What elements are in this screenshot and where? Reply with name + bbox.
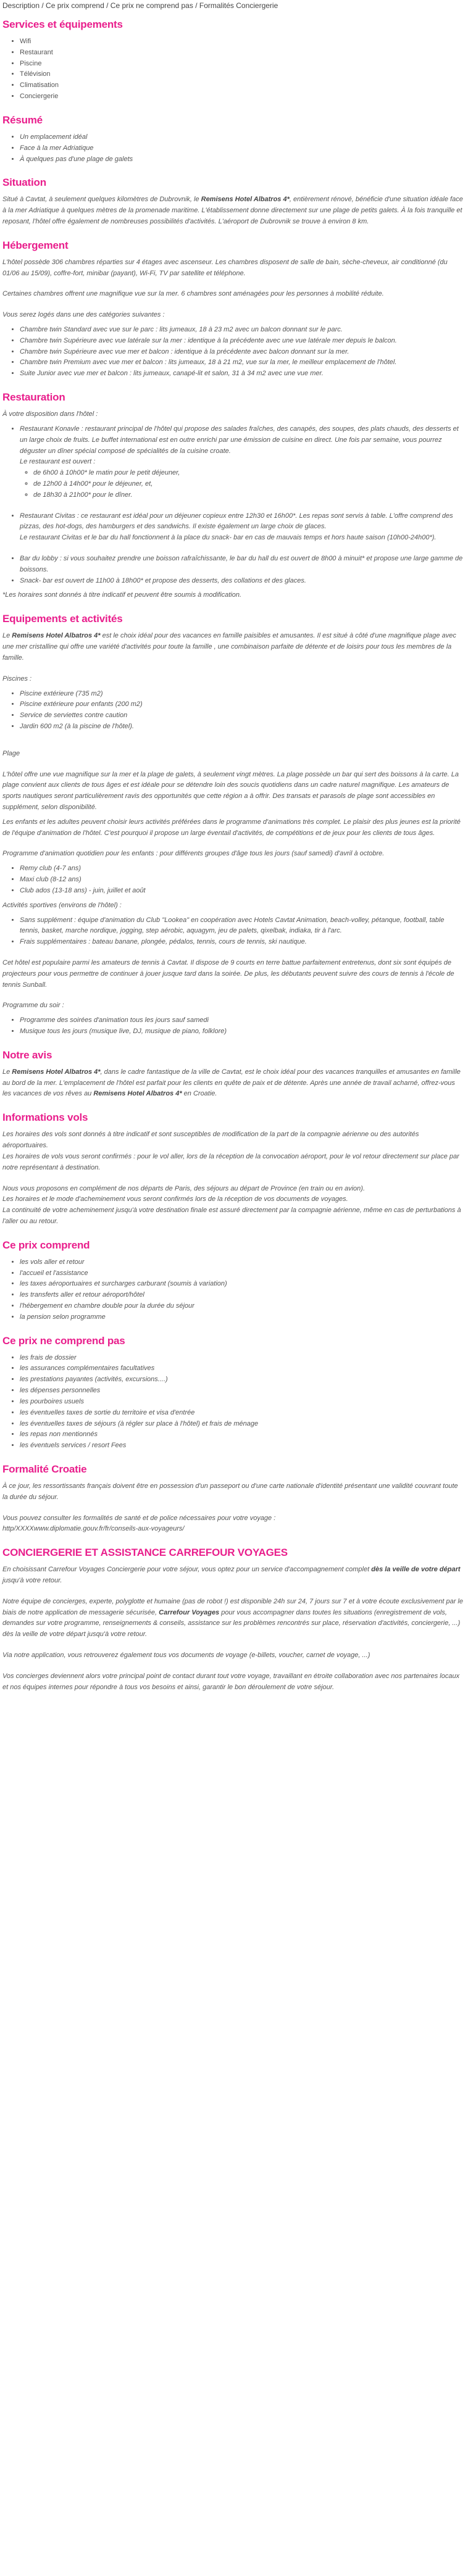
resume-list xyxy=(2,132,463,165)
list-item: • Sans supplément : équipe d'animation du Club "Lookea" en coopération avec Hotels Cavtat Animation, beach-volley, pétanque, football, table tennis, basket, marche nordique, jogging, step aérobic, aquagym, jeu de palets, qixelbak, indiaka, tir à l'arc. xyxy=(20,915,463,937)
clubs-list xyxy=(2,863,463,896)
vols-text-2: Nous vous proposons en complément de nos départs de Paris, des séjours au départ de Province (en train ou en avion). Les horaires et le mode d'acheminement vous seront confirmés lors de la réception de vos documents de voyages. La continuité de votre acheminement jusqu'à votre destination finale est assuré directement par la compagnie aérienne, même en cas de perturbations à l'aller ou au retour. xyxy=(2,1184,461,1225)
conciergerie-title: CONCIERGERIE ET ASSISTANCE CARREFOUR VOYAGES xyxy=(2,1547,288,1559)
list-item: • Chambre twin Supérieure avec vue latérale sur la mer : identique à la précédente avec une vue latérale mer depuis le balcon. xyxy=(20,336,463,347)
list-item: • Maxi club (8-12 ans) xyxy=(20,875,463,886)
list-item: • les prestations payantes (activités, excursions....) xyxy=(20,1374,463,1386)
situation-text: Situé à Cavtat, à seulement quelques kilomètres de Dubrovnik, le Remisens Hotel Albatros 4*, entièrement rénové, bénéficie d'une situation idéale face à la mer Adriatique à quelques mètres de la promenade maritime. L'établissement donne directement sur une plage de petits galets. À la fois tranquille et reposant, l'hôtel offre également de nombreuses possibilités d'activités. L'aéroport de Dubrovnik se trouve à environ 8 km. xyxy=(2,196,463,225)
nav-price-excludes[interactable]: Ce prix ne comprend pas xyxy=(110,1,193,10)
bars-list xyxy=(2,554,463,586)
soir-label: Programme du soir : xyxy=(2,1002,64,1010)
sports-list xyxy=(2,915,463,948)
list-item: • Restaurant Konavle : restaurant principal de l'hôtel qui propose des salades fraîches, des canapés, des soupes, des plats chauds, des desserts et un large choix de fruits. Le buffet international est en outre enrichi par une émission de cuisine en direct. Une fois par semaine, vous pourrez déguster un dîner spécial composé de spécialités de la cuisine croate. Le restaurant est ouvert : ◦ de 6h00 à 10h00* le matin pour le petit déjeuner, ◦ de 12h00 à 14h00* pour le déjeuner, et, ◦ de 18h30 à 21h00* pour le dîner. xyxy=(20,424,463,501)
list-item: • Snack- bar est ouvert de 11h00 à 18h00* et propose des desserts, des collations et des glaces. xyxy=(20,576,463,587)
conciergerie-text-2: Notre équipe de concierges, experte, polyglotte et humaine (pas de robot !) est disponible 24h sur 24, 7 jours sur 7 et à votre écoute exclusivement par le biais de notre application de messagerie sécurisée, Carrefour Voyages pour vous accompagner dans toutes les situations (enregistrement de vols, demandes sur votre programme, renseignements & conseils, assistance sur les problèmes rencontrés sur place, réservation d'activités, conciergerie, ...) dès la veille de votre départ jusqu'à votre retour. xyxy=(2,1597,463,1639)
ne-comprend-list xyxy=(2,1353,463,1452)
clubs-intro: Programme d'animation quotidien pour les enfants : pour différents groupes d'âge tous les jours (sauf samedi) d'avril à octobre. xyxy=(2,850,385,858)
list-item: • Club ados (13-18 ans) - juin, juillet et août xyxy=(20,886,463,897)
rooms-list xyxy=(2,325,463,380)
list-item: • Piscine extérieure pour enfants (200 m2) xyxy=(20,699,463,710)
list-item: • Chambre twin Supérieure avec vue mer et balcon : identique à la précédente avec balcon donnant sur la mer. xyxy=(20,347,463,358)
tennis-text: Cet hôtel est populaire parmi les amateurs de tennis à Cavtat. Il dispose de 9 courts en terre battue parfaitement entretenus, dont six sont équipés de projecteurs pour vous permettre de continuer à jouer jusque tard dans la soirée. De plus, les débutants peuvent suivre des cours de tennis à l'école de tennis Sunball. xyxy=(2,958,454,989)
list-item: • Restaurant Civitas : ce restaurant est idéal pour un déjeuner copieux entre 12h30 et 16h00*. Les repas sont servis à table. L'offre comprend des pizzas, des hot-dogs, des hamburgers et des sandwichs. Il existe également un large choix de glaces. Le restaurant Civitas et le bar du hall fonctionnent à la place du snack- bar en cas de mauvais temps et hors haute saison (10h00-24h00*). xyxy=(20,511,463,544)
ne-comprend-title: Ce prix ne comprend pas xyxy=(2,1334,125,1347)
list-item: • Chambre twin Premium avec vue mer et balcon : lits jumeaux, 18 à 21 m2, vue sur la mer, le meilleur emplacement de l'hôtel. xyxy=(20,357,463,368)
list-item: • Piscine xyxy=(20,59,463,70)
services-title: Services et équipements xyxy=(2,19,123,30)
list-item: • Télévision xyxy=(20,69,463,80)
sports-label: Activités sportives (environs de l'hôtel) : xyxy=(2,901,122,909)
activites-title: Equipements et activités xyxy=(2,613,123,625)
piscines-label: Piscines : xyxy=(2,675,32,683)
list-item: • les taxes aéroportuaires et surcharges carburant (soumis à variation) xyxy=(20,1279,463,1290)
list-item: • les frais de dossier xyxy=(20,1353,463,1364)
avis-text: Le Remisens Hotel Albatros 4*, dans le cadre fantastique de la ville de Cavtat, est le choix idéal pour des vacances tranquilles et amusantes en famille au bord de la mer. L'emplacement de l'hôtel est parfait pour les clients en quête de paix et de détente. Après une année de travail acharné, offrez-vous les vacances de vos rêves au Remisens Hotel Albatros 4* en Croatie. xyxy=(2,1068,461,1098)
list-item: • À quelques pas d'une plage de galets xyxy=(20,154,463,165)
formalite-text-2: Vous pouvez consulter les formalités de santé et de police nécessaires pour votre voyage : http/XXXXwww.diplomatie.gouv.fr/fr/conseils-aux-voyageurs/ xyxy=(2,1514,276,1533)
plage-label: Plage xyxy=(2,749,20,757)
nav-price-includes[interactable]: Ce prix comprend xyxy=(46,1,104,10)
nav-concierge[interactable]: Conciergerie xyxy=(236,1,278,10)
list-item: • Frais supplémentaires : bateau banane, plongée, pédalos, tennis, cours de tennis, ski nautique. xyxy=(20,937,463,948)
formalite-text-1: À ce jour, les ressortissants français doivent être en possession d'un passeport ou d'une carte nationale d'identité présentant une validité couvrant toute la durée du séjour. xyxy=(2,1482,458,1501)
comprend-list xyxy=(2,1257,463,1323)
list-item: • Restaurant xyxy=(20,48,463,59)
list-item: • Un emplacement idéal xyxy=(20,132,463,143)
restauration-note: *Les horaires sont donnés à titre indicatif et peuvent être soumis à modification. xyxy=(2,591,242,599)
hours-list xyxy=(20,468,463,501)
hebergement-p2: Certaines chambres offrent une magnifique vue sur la mer. 6 chambres sont aménagées pour les personnes à mobilité réduite. xyxy=(2,290,384,298)
conciergerie-text-1: En choisissant Carrefour Voyages Conciergerie pour votre séjour, vous optez pour un service d'accompagnement complet dès la veille de votre départ jusqu'à votre retour. xyxy=(2,1566,461,1584)
list-item: • Suite Junior avec vue mer et balcon : lits jumeaux, canapé-lit et salon, 31 à 34 m2 avec une vue mer. xyxy=(20,368,463,380)
restauration-title: Restauration xyxy=(2,391,65,404)
breadcrumb-nav: Description / Ce prix comprend / Ce prix ne comprend pas / Formalités Conciergerie xyxy=(2,1,278,10)
list-item: • les vols aller et retour xyxy=(20,1257,463,1268)
list-item: • Jardin 600 m2 (à la piscine de l'hôtel). xyxy=(20,721,463,733)
list-item: ◦ de 6h00 à 10h00* le matin pour le petit déjeuner, xyxy=(33,468,463,479)
list-item: • Climatisation xyxy=(20,80,463,91)
formalite-title: Formalité Croatie xyxy=(2,1463,87,1475)
list-item: • Musique tous les jours (musique live, DJ, musique de piano, folklore) xyxy=(20,1026,463,1037)
list-item: • Wifi xyxy=(20,36,463,48)
list-item: • Piscine extérieure (735 m2) xyxy=(20,689,463,700)
list-item: • les dépenses personnelles xyxy=(20,1386,463,1397)
list-item: ◦ de 18h30 à 21h00* pour le dîner. xyxy=(33,490,463,501)
list-item: • l'accueil et l'assistance xyxy=(20,1268,463,1279)
formalite-link[interactable]: http/XXXXwww.diplomatie.gouv.fr/fr/conseils-aux-voyageurs/ xyxy=(2,1525,185,1533)
services-list xyxy=(2,36,463,102)
piscines-list xyxy=(2,689,463,733)
list-item: • Bar du lobby : si vous souhaitez prendre une boisson rafraîchissante, le bar du hall du est ouvert de 8h00 à minuit* et propose une large gamme de boissons. xyxy=(20,554,463,576)
plage-text-2: Les enfants et les adultes peuvent choisir leurs activités préférées dans le programme d'animations très complet. Le plaisir des plus jeunes est la priorité de l'équipe d'animation de l'hôtel. C'est pourquoi il propose un large éventail d'activités, de compétitions et de jeux pour les clients de tous âges. xyxy=(2,818,461,837)
hebergement-title: Hébergement xyxy=(2,239,69,251)
vols-text-1: Les horaires des vols sont donnés à titre indicatif et sont susceptibles de modification de la part de la compagnie aérienne ou des autorités aéroportuaires. Les horaires de vols vous seront confirmés : pour le vol aller, lors de la réception de la convocation aéroport, pour le vol retour directement sur place par notre représentant à destination. xyxy=(2,1131,459,1171)
restauration-intro: À votre disposition dans l'hôtel : xyxy=(2,410,98,418)
avis-title: Notre avis xyxy=(2,1049,52,1061)
nav-formalities[interactable]: Formalités xyxy=(199,1,234,10)
list-item: • Chambre twin Standard avec vue sur le parc : lits jumeaux, 18 à 23 m2 avec un balcon donnant sur le parc. xyxy=(20,325,463,336)
list-item: • l'hébergement en chambre double pour la durée du séjour xyxy=(20,1301,463,1312)
activites-intro: Le Remisens Hotel Albatros 4* est le choix idéal pour des vacances en famille paisibles et amusantes. Il est situé à côté d'une magnifique plage avec une mer cristalline qui offre une variété d'activités pour toute la famille , une combinaison parfaite de détente et de loisirs pour tous les membres de la famille. xyxy=(2,632,456,662)
situation-title: Situation xyxy=(2,177,46,189)
hebergement-p3: Vous serez logés dans une des catégories suivantes : xyxy=(2,311,165,319)
list-item: ◦ de 12h00 à 14h00* pour le déjeuner, et, xyxy=(33,479,463,490)
list-item: • Remy club (4-7 ans) xyxy=(20,863,463,875)
list-item: • Face à la mer Adriatique xyxy=(20,143,463,154)
list-item: • les assurances complémentaires facultatives xyxy=(20,1363,463,1374)
conciergerie-text-4: Vos concierges deviennent alors votre principal point de contact durant tout votre voyage, travaillant en étroite collaboration avec nos partenaires locaux et nos équipes internes pour répondre à tous vos besoins et ainsi, garantir le bon déroulement de votre séjour. xyxy=(2,1672,460,1691)
resume-title: Résumé xyxy=(2,114,43,126)
list-item: • Conciergerie xyxy=(20,91,463,102)
list-item: • les repas non mentionnés xyxy=(20,1429,463,1440)
list-item: • les éventuels services / resort Fees xyxy=(20,1440,463,1452)
list-item: • les éventuelles taxes de séjours (à régler sur place à l'hôtel) et frais de ménage xyxy=(20,1419,463,1430)
hebergement-p1: L'hôtel possède 306 chambres réparties sur 4 étages avec ascenseur. Les chambres disposent de salle de bain, sèche-cheveux, air conditionné (du 01/06 au 15/09), coffre-fort, minibar (payant), Wi-Fi, TV par satellite et téléphone. xyxy=(2,258,448,277)
list-item: • les transferts aller et retour aéroport/hôtel xyxy=(20,1290,463,1301)
list-item: • les éventuelles taxes de sortie du territoire et visa d'entrée xyxy=(20,1408,463,1419)
restaurant-list xyxy=(2,424,463,501)
nav-description[interactable]: Description xyxy=(2,1,40,10)
civitas-list xyxy=(2,511,463,544)
soir-list xyxy=(2,1015,463,1037)
comprend-title: Ce prix comprend xyxy=(2,1239,90,1251)
list-item: • Programme des soirées d'animation tous les jours sauf samedi xyxy=(20,1015,463,1026)
list-item: • la pension selon programme xyxy=(20,1312,463,1323)
list-item: • Service de serviettes contre caution xyxy=(20,710,463,721)
vols-title: Informations vols xyxy=(2,1111,88,1124)
conciergerie-text-3: Via notre application, vous retrouverez également tous vos documents de voyage (e-billets, voucher, carnet de voyage, ...) xyxy=(2,1652,370,1660)
list-item: • les pourboires usuels xyxy=(20,1397,463,1408)
plage-text-1: L'hôtel offre une vue magnifique sur la mer et la plage de galets, à seulement vingt mètres. La plage possède un bar qui sert des boissons à la carte. La plage convient aux clients de tous âges et est idéale pour se détendre loin des soucis quotidiens dans un cadre naturel magnifique. Les amateurs de sports nautiques seront particulièrement ravis des opportunités que cette région a à offrir. Des transats et parasols de plage sont accessibles en supplément, selon disponibilité. xyxy=(2,770,459,811)
